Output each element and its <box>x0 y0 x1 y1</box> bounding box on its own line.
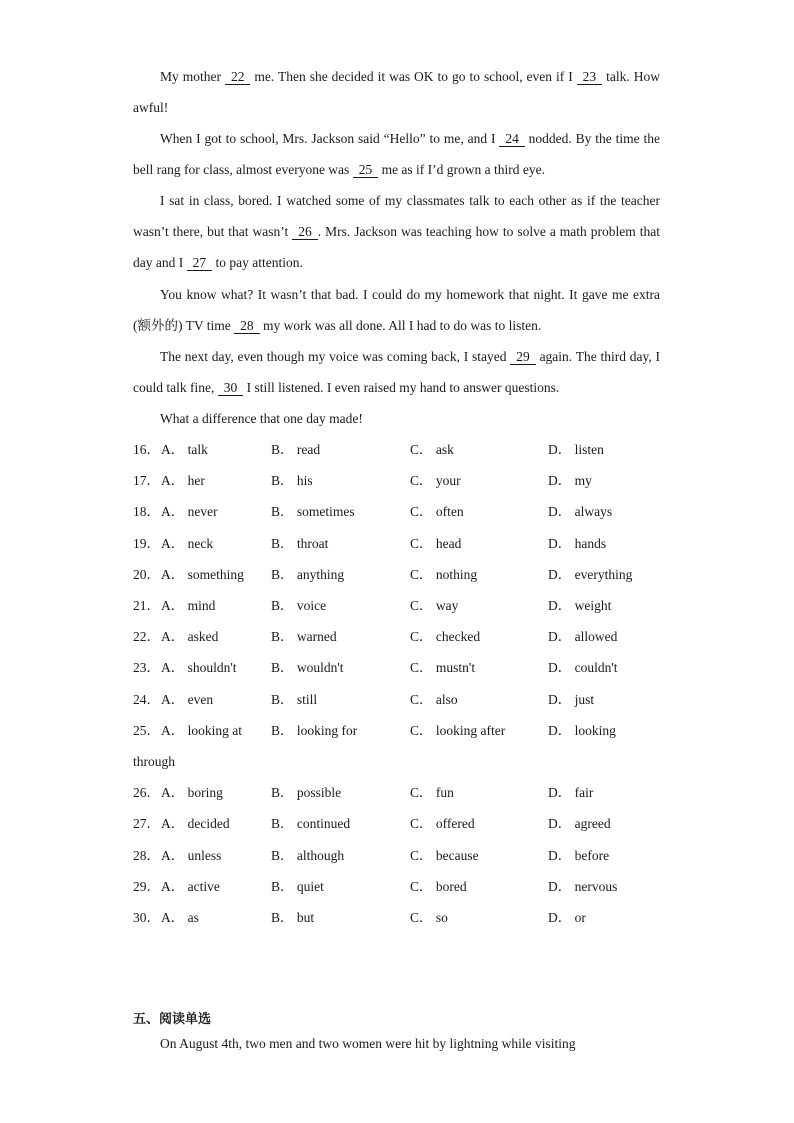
question-number: 19． <box>133 536 160 551</box>
blank-26: 26 <box>292 224 318 240</box>
option-a[interactable]: A． shouldn't <box>161 660 237 675</box>
blank-24: 24 <box>499 131 525 147</box>
option-c[interactable]: C． head <box>410 536 462 551</box>
option-a[interactable]: A． active <box>161 879 220 894</box>
option-d[interactable]: D． allowed <box>548 629 618 644</box>
option-b[interactable]: B． although <box>271 848 345 863</box>
option-c[interactable]: C． looking after <box>410 723 506 738</box>
blank-25: 25 <box>353 162 379 178</box>
option-a[interactable]: A． never <box>161 504 218 519</box>
question-number: 17． <box>133 473 160 488</box>
option-b[interactable]: B． read <box>271 442 321 457</box>
option-d[interactable]: D． before <box>548 848 610 863</box>
passage-paragraph <box>133 61 660 123</box>
option-d[interactable]: D． weight <box>548 598 612 613</box>
blank-27: 27 <box>187 255 213 271</box>
option-b[interactable]: B． sometimes <box>271 504 355 519</box>
option-d[interactable]: D． couldn't <box>548 660 618 675</box>
option-d[interactable]: D． hands <box>548 536 607 551</box>
option-a[interactable]: A． decided <box>161 816 230 831</box>
blank-23: 23 <box>577 69 603 85</box>
question-number: 30． <box>133 910 160 925</box>
option-c[interactable]: C． way <box>410 598 459 613</box>
passage-text: I still listened. I even raised my hand to answer questions. <box>243 380 560 395</box>
option-b[interactable]: B． possible <box>271 785 342 800</box>
question-number: 25． <box>133 723 160 738</box>
option-b[interactable]: B． warned <box>271 629 337 644</box>
question-number: 21． <box>133 598 160 613</box>
option-c[interactable]: C． often <box>410 504 464 519</box>
option-d[interactable]: D． everything <box>548 567 633 582</box>
passage-text: The next day, even though my voice was coming back, I stayed <box>160 349 511 364</box>
option-b[interactable]: B． quiet <box>271 879 324 894</box>
question-row <box>133 627 693 647</box>
section-heading: 五、阅读单选 <box>133 1012 212 1027</box>
blank-22: 22 <box>225 69 251 85</box>
question-number: 20． <box>133 567 160 582</box>
option-b[interactable]: B． looking for <box>271 723 358 738</box>
option-d[interactable]: D． always <box>548 504 613 519</box>
question-number: 24． <box>133 692 160 707</box>
next-passage-first-line <box>133 1028 660 1059</box>
option-a[interactable]: A． asked <box>161 629 219 644</box>
option-b[interactable]: B． but <box>271 910 315 925</box>
option-b[interactable]: B． voice <box>271 598 327 613</box>
question-number: 16． <box>133 442 160 457</box>
option-c[interactable]: C． your <box>410 473 461 488</box>
option-c[interactable]: C． checked <box>410 629 481 644</box>
option-a[interactable]: A． boring <box>161 785 223 800</box>
passage-text: . Mrs. Jackson was teaching how to solve a math problem that day and I <box>133 224 660 270</box>
blank-28: 28 <box>234 318 260 334</box>
question-number: 26． <box>133 785 160 800</box>
question-number: 18． <box>133 504 160 519</box>
option-c[interactable]: C． offered <box>410 816 475 831</box>
passage-paragraph <box>133 185 660 278</box>
question-row <box>133 440 693 460</box>
option-c[interactable]: C． nothing <box>410 567 478 582</box>
option-d[interactable]: D． listen <box>548 442 604 457</box>
passage-paragraph <box>133 123 660 185</box>
option-d[interactable]: D． or <box>548 910 586 925</box>
option-a[interactable]: A． mind <box>161 598 216 613</box>
passage-text: You know what? It wasn’t that bad. I could do my homework that night. It gave me extra (额外的) TV time <box>133 287 660 333</box>
option-c[interactable]: C． mustn't <box>410 660 476 675</box>
option-b[interactable]: B． continued <box>271 816 351 831</box>
question-number: 29． <box>133 879 160 894</box>
question-row <box>133 846 693 866</box>
option-d-continuation: through <box>133 754 175 769</box>
passage-text: I sat in class, bored. I watched some of my classmates talk to each other as if the teacher wasn’t there, but that wasn’t <box>133 193 660 239</box>
question-row <box>133 721 693 741</box>
option-c[interactable]: C． ask <box>410 442 454 457</box>
option-d[interactable]: D． my <box>548 473 592 488</box>
question-row <box>133 534 693 554</box>
option-a[interactable]: A． unless <box>161 848 222 863</box>
question-row <box>133 471 693 491</box>
question-number: 27． <box>133 816 160 831</box>
option-a[interactable]: A． neck <box>161 536 214 551</box>
question-number: 28． <box>133 848 160 863</box>
passage-paragraph <box>133 341 660 403</box>
option-d[interactable]: D． agreed <box>548 816 611 831</box>
option-b[interactable]: B． throat <box>271 536 329 551</box>
question-row <box>133 596 693 616</box>
option-b[interactable]: B． still <box>271 692 318 707</box>
passage-text: talk. How awful! <box>133 69 660 115</box>
option-d[interactable]: D． fair <box>548 785 594 800</box>
question-row <box>133 502 693 522</box>
option-a[interactable]: A． even <box>161 692 214 707</box>
option-d[interactable]: D． just <box>548 692 595 707</box>
question-number: 22． <box>133 629 160 644</box>
question-row <box>133 565 693 585</box>
option-c[interactable]: C． bored <box>410 879 467 894</box>
blank-29: 29 <box>510 349 536 365</box>
blank-30: 30 <box>218 380 244 396</box>
option-c[interactable]: C． fun <box>410 785 454 800</box>
option-a[interactable]: A． her <box>161 473 205 488</box>
passage-text: On August 4th, two men and two women were hit by lightning while visiting <box>160 1036 576 1051</box>
passage-text: My mother <box>160 69 225 84</box>
question-row <box>133 690 693 710</box>
passage-text: my work was all done. All I had to do was to listen. <box>259 318 542 333</box>
option-c[interactable]: C． also <box>410 692 458 707</box>
question-row <box>133 877 693 897</box>
option-a[interactable]: A． something <box>161 567 244 582</box>
passage-closing-line: What a difference that one day made! <box>160 411 363 426</box>
option-b[interactable]: B． anything <box>271 567 345 582</box>
passage-text: me as if I’d grown a third eye. <box>378 162 546 177</box>
option-c[interactable]: C． because <box>410 848 479 863</box>
option-b[interactable]: B． his <box>271 473 313 488</box>
passage-text: again. The third day, I could talk fine, <box>133 349 660 395</box>
question-row <box>133 658 693 678</box>
passage-text: to pay attention. <box>212 255 303 270</box>
option-d[interactable]: D． nervous <box>548 879 618 894</box>
option-c[interactable]: C． so <box>410 910 448 925</box>
passage-text: When I got to school, Mrs. Jackson said “Hello” to me, and I <box>160 131 500 146</box>
option-d[interactable]: D． looking <box>548 723 616 738</box>
question-number: 23． <box>133 660 160 675</box>
option-a[interactable]: A． talk <box>161 442 208 457</box>
option-a[interactable]: A． as <box>161 910 199 925</box>
question-row <box>133 783 693 803</box>
question-row <box>133 908 693 928</box>
passage-text: nodded. By the time the bell rang for class, almost everyone was <box>133 131 660 177</box>
question-row <box>133 814 693 834</box>
option-b[interactable]: B． wouldn't <box>271 660 344 675</box>
option-a[interactable]: A． looking at <box>161 723 242 738</box>
passage-text: me. Then she decided it was OK to go to school, even if I <box>250 69 577 84</box>
passage-paragraph <box>133 279 660 341</box>
